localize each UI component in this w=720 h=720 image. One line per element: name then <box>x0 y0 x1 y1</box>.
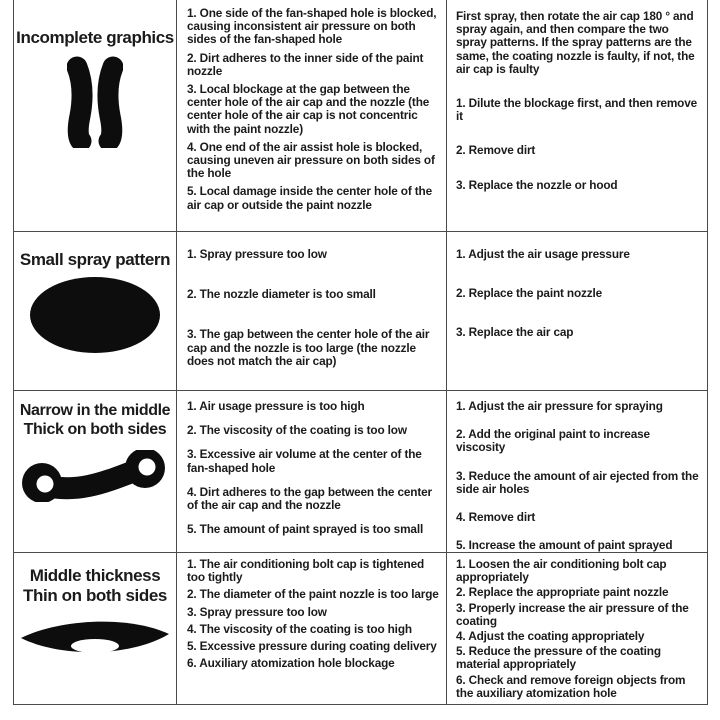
small-spray-pattern-icon <box>29 276 161 354</box>
cause-item: 6. Auxiliary atomization hole blockage <box>187 656 395 671</box>
solution-item: 2. Add the original paint to increase viscosity <box>456 427 650 455</box>
causes-list <box>187 558 440 670</box>
fault-title-line: Thin on both sides <box>23 585 167 605</box>
fault-title-line: Thick on both sides <box>23 420 167 438</box>
cause-item: 1. The air conditioning bolt cap is tightened too tightly <box>187 557 425 585</box>
fault-title-line: Small spray pattern <box>19 250 171 269</box>
narrow-middle-spray-pattern-icon <box>20 450 170 502</box>
fault-shape-slot <box>19 615 171 657</box>
cause-item: 2. The nozzle diameter is too small <box>187 287 376 302</box>
solutions-list <box>456 10 701 192</box>
solutions-cell <box>447 391 708 553</box>
fault-title-line: Incomplete graphics <box>16 28 174 47</box>
causes-cell <box>177 0 447 232</box>
fault-title-line: Narrow in the middle <box>19 402 171 419</box>
fault-table <box>13 0 708 705</box>
solution-item: 3. Replace the air cap <box>456 325 574 340</box>
solutions-cell <box>447 232 708 391</box>
causes-list <box>187 248 440 368</box>
causes-cell <box>177 232 447 391</box>
solution-item: 4. Remove dirt <box>456 510 536 525</box>
fault-cell <box>14 0 177 232</box>
fault-shape-slot <box>20 450 170 502</box>
cause-item: 1. One side of the fan-shaped hole is blocked, causing inconsistent air pressure on both sides of the fan-shaped hole <box>187 6 437 47</box>
solution-item: 1. Loosen the air conditioning bolt cap appropriately <box>456 557 667 585</box>
solution-item: 2. Replace the appropriate paint nozzle <box>456 585 669 600</box>
solutions-list <box>456 558 701 700</box>
solution-item: 1. Adjust the air usage pressure <box>456 247 630 261</box>
cause-item: 1. Air usage pressure is too high <box>187 399 365 413</box>
cause-item: 5. The amount of paint sprayed is too small <box>187 522 424 537</box>
causes-cell <box>177 391 447 553</box>
cause-item: 3. Spray pressure too low <box>187 604 327 619</box>
solutions-cell <box>447 0 708 232</box>
solutions-list <box>456 400 701 552</box>
fault-title <box>23 566 167 605</box>
cause-item: 5. Local damage inside the center hole of the air cap or outside the paint nozzle <box>187 184 432 212</box>
solution-item: 3. Properly increase the air pressure of the coating <box>456 600 689 628</box>
fault-cell <box>14 391 177 553</box>
solution-item: 5. Reduce the pressure of the coating material appropriately <box>456 644 661 672</box>
cause-item: 3. Local blockage at the gap between the center hole of the air cap and the nozzle (the center hole of the air cap is not concentric with the paint nozzle) <box>187 82 430 136</box>
cause-item: 3. Excessive air volume at the center of the fan-shaped hole <box>187 447 422 475</box>
solution-item: 2. Remove dirt <box>456 143 536 158</box>
solution-item: 2. Replace the paint nozzle <box>456 286 603 301</box>
solution-item: 1. Dilute the blockage first, and then remove it <box>456 96 698 124</box>
solution-item: 3. Reduce the amount of air ejected from the side air holes <box>456 468 699 496</box>
causes-cell <box>177 553 447 705</box>
solutions-list <box>456 248 701 340</box>
cause-item: 4. The viscosity of the coating is too high <box>187 621 412 636</box>
fault-title <box>20 250 170 270</box>
cause-item: 2. Dirt adheres to the inner side of the paint nozzle <box>187 50 424 78</box>
middle-thickness-spray-pattern-icon <box>19 615 171 657</box>
solution-item: 5. Increase the amount of paint sprayed <box>456 538 673 553</box>
solution-item: 1. Adjust the air pressure for spraying <box>456 399 663 413</box>
incomplete-spray-pattern-icon <box>67 56 123 148</box>
fault-title <box>16 28 174 48</box>
fault-title <box>20 402 170 439</box>
solution-item: 6. Check and remove foreign objects from the auxiliary atomization hole <box>456 672 686 700</box>
cause-item: 3. The gap between the center hole of the air cap and the nozzle is too large (the nozzle does not match the air cap) <box>187 327 430 368</box>
cause-item: 4. Dirt adheres to the gap between the center of the air cap and the nozzle <box>187 484 432 513</box>
fault-shape-slot <box>67 56 123 148</box>
cause-item: 1. Spray pressure too low <box>187 247 327 261</box>
solution-item: 3. Replace the nozzle or hood <box>456 177 618 192</box>
fault-shape-slot <box>29 276 161 354</box>
solution-item: 4. Adjust the coating appropriately <box>456 629 645 644</box>
fault-title-line: Middle thickness <box>29 566 161 585</box>
cause-item: 5. Excessive pressure during coating delivery <box>187 639 437 654</box>
fault-cell <box>14 232 177 391</box>
cause-item: 2. The diameter of the paint nozzle is too large <box>187 587 439 602</box>
solutions-intro: First spray, then rotate the air cap 180 ° and spray again, and then compare the two spray patterns. If the spray patterns are the same, the coating nozzle is faulty, if not, the air cap is faulty <box>456 9 695 76</box>
cause-item: 2. The viscosity of the coating is too low <box>187 423 407 438</box>
fault-cell <box>14 553 177 705</box>
causes-list <box>187 7 440 212</box>
causes-list <box>187 400 440 536</box>
solutions-cell <box>447 553 708 705</box>
cause-item: 4. One end of the air assist hole is blocked, causing uneven air pressure on both sides of the hole <box>187 139 435 181</box>
